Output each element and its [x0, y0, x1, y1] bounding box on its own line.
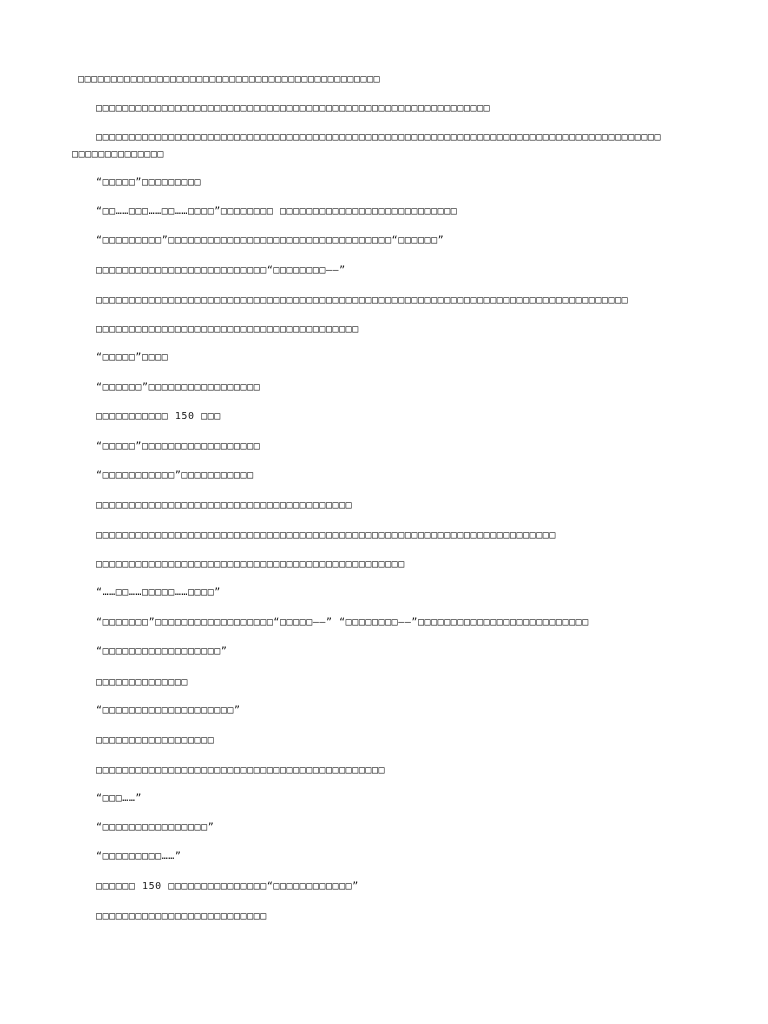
paragraph-3-continuation: □□□□□□□□□□□□□□: [72, 149, 164, 160]
paragraph-27: “□□□□□□□□□……”: [96, 851, 182, 862]
paragraph-26: “□□□□□□□□□□□□□□□□”: [96, 822, 215, 833]
paragraph-1: □□□□□□□□□□□□□□□□□□□□□□□□□□□□□□□□□□□□□□□□□□□□□□: [78, 74, 381, 85]
paragraph-21: □□□□□□□□□□□□□□: [96, 677, 188, 688]
paragraph-22: “□□□□□□□□□□□□□□□□□□□□”: [96, 705, 241, 716]
paragraph-29: □□□□□□□□□□□□□□□□□□□□□□□□□□: [96, 911, 267, 922]
paragraph-9: □□□□□□□□□□□□□□□□□□□□□□□□□□□□□□□□□□□□□□□□: [96, 324, 359, 335]
paragraph-16: □□□□□□□□□□□□□□□□□□□□□□□□□□□□□□□□□□□□□□□□□□□□□□□□□□□□□□□□□□□□□□□□□□□□□□: [96, 530, 556, 541]
paragraph-12: □□□□□□□□□□□ 150 □□□: [96, 411, 221, 422]
paragraph-6: “□□□□□□□□□”□□□□□□□□□□□□□□□□□□□□□□□□□□□□□□□□□□“□□□□□□”: [96, 235, 445, 246]
paragraph-3: □□□□□□□□□□□□□□□□□□□□□□□□□□□□□□□□□□□□□□□□□□□□□□□□□□□□□□□□□□□□□□□□□□□□□□□□□□□□□□□□□□□□□□: [96, 132, 662, 143]
paragraph-7: □□□□□□□□□□□□□□□□□□□□□□□□□□“□□□□□□□□——”: [96, 265, 346, 276]
paragraph-11: “□□□□□□”□□□□□□□□□□□□□□□□□: [96, 382, 261, 393]
paragraph-14: “□□□□□□□□□□□”□□□□□□□□□□□: [96, 470, 254, 481]
paragraph-2: □□□□□□□□□□□□□□□□□□□□□□□□□□□□□□□□□□□□□□□□□□□□□□□□□□□□□□□□□□□□: [96, 103, 491, 114]
paragraph-20: “□□□□□□□□□□□□□□□□□□”: [96, 646, 228, 657]
paragraph-13: “□□□□□”□□□□□□□□□□□□□□□□□□: [96, 441, 261, 452]
paragraph-25: “□□□……”: [96, 793, 142, 804]
paragraph-15: □□□□□□□□□□□□□□□□□□□□□□□□□□□□□□□□□□□□□□□: [96, 500, 353, 511]
paragraph-23: □□□□□□□□□□□□□□□□□□: [96, 735, 215, 746]
paragraph-4: “□□□□□”□□□□□□□□□: [96, 177, 202, 188]
paragraph-8: □□□□□□□□□□□□□□□□□□□□□□□□□□□□□□□□□□□□□□□□□□□□□□□□□□□□□□□□□□□□□□□□□□□□□□□□□□□□□□□□□: [96, 295, 629, 306]
paragraph-18: “……□□……□□□□□……□□□□”: [96, 587, 221, 598]
paragraph-17: □□□□□□□□□□□□□□□□□□□□□□□□□□□□□□□□□□□□□□□□□□□□□□□: [96, 559, 405, 570]
paragraph-10: “□□□□□”□□□□: [96, 352, 169, 363]
paragraph-19: “□□□□□□□”□□□□□□□□□□□□□□□□□□“□□□□□——” “□□□□□□□□——”□□□□□□□□□□□□□□□□□□□□□□□□□□: [96, 617, 589, 628]
paragraph-28: □□□□□□ 150 □□□□□□□□□□□□□□□“□□□□□□□□□□□□”: [96, 881, 359, 892]
paragraph-24: □□□□□□□□□□□□□□□□□□□□□□□□□□□□□□□□□□□□□□□□□□□□: [96, 765, 386, 776]
paragraph-5: “□□……□□□……□□……□□□□”□□□□□□□□ □□□□□□□□□□□□□□□□□□□□□□□□□□□: [96, 206, 458, 217]
